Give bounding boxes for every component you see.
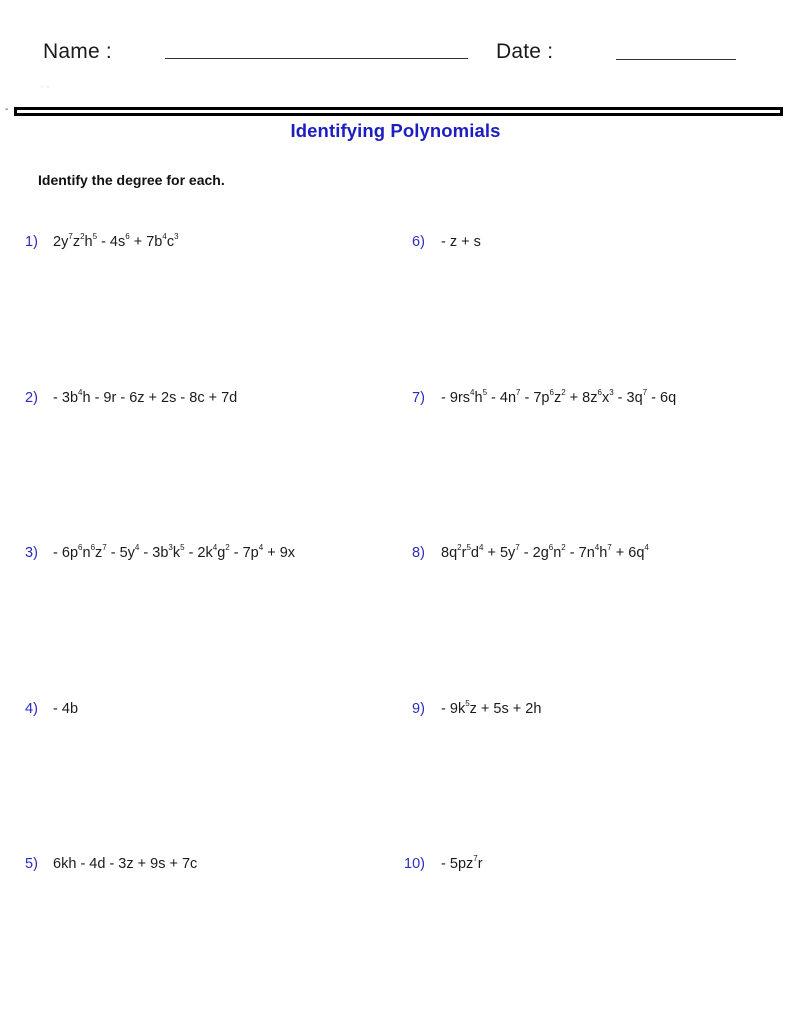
problem-number: 7) — [412, 390, 425, 406]
problem-number: 3) — [25, 545, 38, 561]
worksheet-title: Identifying Polynomials — [290, 120, 501, 141]
problem-expression: - $9k^5z + 5s + 2h$ — [441, 699, 542, 717]
problem-number: 5) — [25, 856, 38, 872]
name-field-line[interactable] — [165, 58, 468, 59]
problem-expression: 6kh - 4d - 3z + 9s + 7c — [53, 856, 198, 872]
problem-9 — [412, 699, 542, 717]
problem-3 — [25, 543, 296, 561]
exponent: 7 — [473, 854, 478, 863]
exponent: 4 — [470, 388, 475, 397]
exponent: 7 — [642, 388, 648, 397]
date-field-line[interactable] — [616, 59, 736, 60]
problem-8 — [412, 543, 649, 561]
problem-expression: $8q^2r^5d^4 + 5y^7 - 2g^6n^2 - 7n^4h^7 + 6q^4$ — [441, 543, 649, 561]
exponent: 4 — [78, 388, 83, 397]
problem-number: 4) — [25, 701, 38, 717]
problem-2 — [25, 388, 238, 406]
header-divider-bar — [14, 107, 783, 116]
exponent: 5 — [180, 543, 185, 552]
exponent: 7 — [102, 543, 107, 552]
problem-expression: - z + s — [441, 234, 481, 250]
exponent: 5 — [465, 699, 470, 708]
problem-10 — [404, 854, 483, 872]
exponent: 2 — [80, 232, 85, 241]
problem-expression: - $6p^6n^6z^7 - 5y^4 - 3b^3k^5 - 2k^4g^2 - 7p^4 + 9x$ — [53, 543, 296, 561]
problem-number: 2) — [25, 390, 38, 406]
problem-1 — [25, 232, 179, 250]
exponent: 6 — [78, 543, 83, 552]
dash-mark: - — [5, 104, 9, 115]
exponent: 4 — [479, 543, 484, 552]
exponent: 7 — [607, 543, 612, 552]
problem-expression: - 4b — [53, 701, 79, 717]
exponent: 5 — [466, 543, 471, 552]
exponent: 4 — [212, 543, 218, 552]
exponent: 4 — [162, 232, 167, 241]
exponent: 5 — [482, 388, 488, 397]
problem-number: 10) — [404, 856, 425, 872]
faint-mark: • • — [40, 82, 50, 93]
exponent: 6 — [90, 543, 96, 552]
problem-number: 8) — [412, 545, 425, 561]
problem-expression: - $5pz^7r$ — [441, 854, 483, 872]
exponent: 3 — [609, 388, 614, 397]
exponent: 7 — [68, 232, 73, 241]
problem-7 — [412, 388, 677, 406]
exponent: 2 — [561, 543, 566, 552]
exponent: 7 — [515, 543, 520, 552]
problem-number: 1) — [25, 234, 38, 250]
problem-6 — [412, 235, 481, 250]
exponent: 7 — [516, 388, 521, 397]
exponent: 3 — [168, 543, 173, 552]
exponent: 6 — [125, 232, 130, 241]
date-label: Date : — [496, 40, 554, 63]
exponent: 6 — [597, 388, 602, 397]
exponent: 2 — [225, 543, 230, 552]
exponent: 6 — [549, 388, 554, 397]
exponent: 4 — [594, 543, 600, 552]
exponent: 4 — [134, 543, 140, 552]
problem-5 — [25, 857, 197, 872]
exponent: 4 — [258, 543, 264, 552]
exponent: 3 — [174, 232, 179, 241]
problem-expression: - $9rs^4h^5 - 4n^7 - 7p^6z^2 + 8z^6x^3 - 3q^7 - 6q$ — [441, 388, 677, 406]
problem-expression: $2y^7z^2h^5 - 4s^6 + 7b^4c^3$ — [53, 232, 179, 250]
exponent: 5 — [92, 232, 98, 241]
exponent: 2 — [561, 388, 566, 397]
problem-number: 9) — [412, 701, 425, 717]
problem-expression: - $3b^4h - 9r - 6z + 2s - 8c + 7d$ — [53, 388, 238, 406]
name-label: Name : — [43, 40, 112, 63]
exponent: 4 — [644, 543, 649, 552]
problem-4 — [25, 702, 78, 717]
instruction-text: Identify the degree for each. — [38, 172, 225, 188]
problem-number: 6) — [412, 234, 425, 250]
exponent: 6 — [548, 543, 554, 552]
exponent: 2 — [457, 543, 462, 552]
